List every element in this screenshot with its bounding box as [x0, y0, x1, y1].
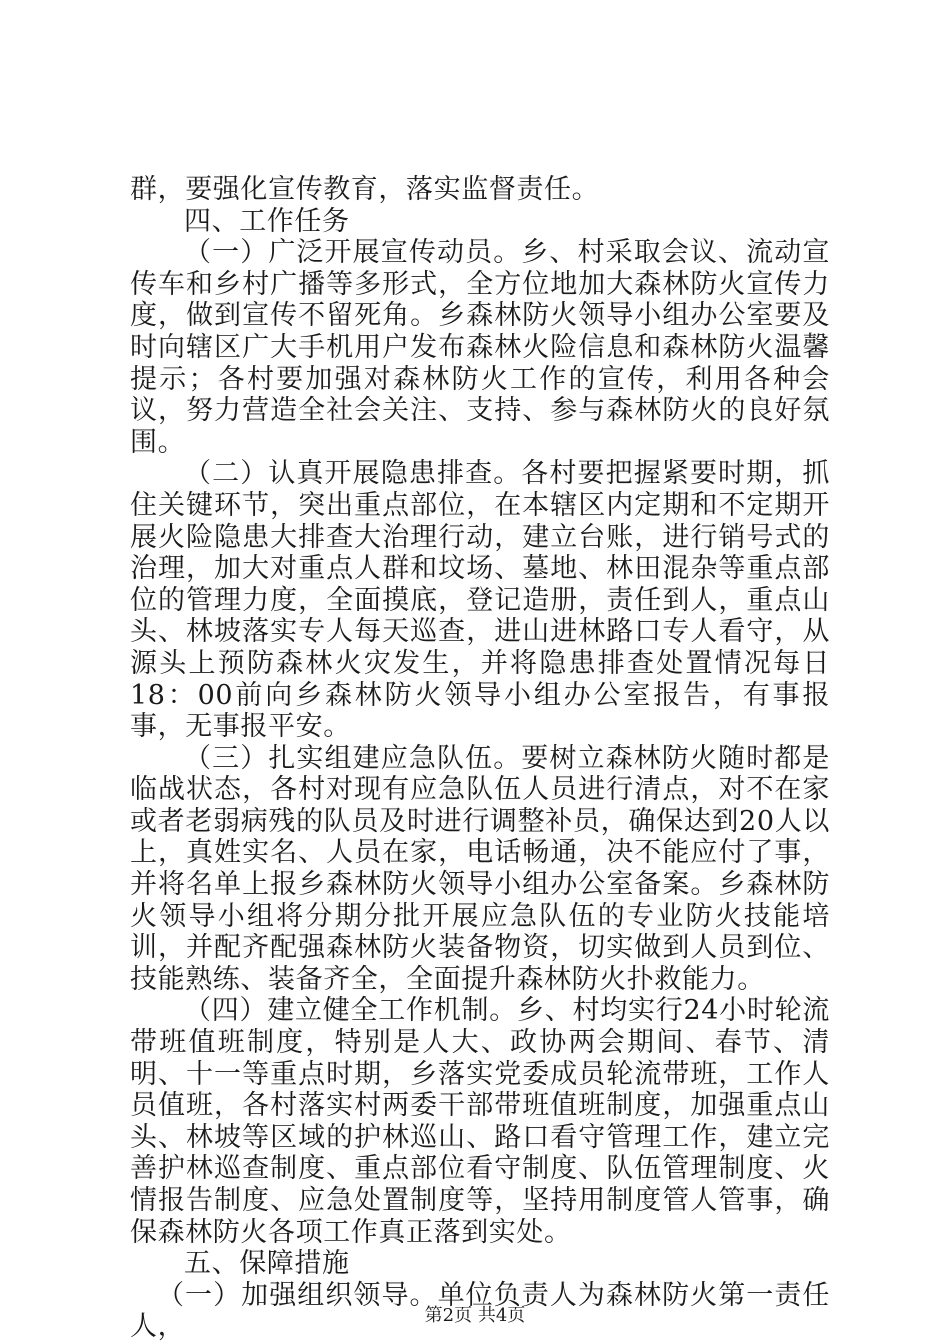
section-heading-safeguards: 五、保障措施 — [184, 1248, 350, 1280]
paragraph-publicity: （一）广泛开展宣传动员。乡、村采取会议、流动宣传车和乡村广播等多形式，全方位地加大森林防火宣传力度，做到宣传不留死角。乡森林防火领导小组办公室要及时向辖区广大手机用户发布森林火险信息和森林防火温馨提示；各村要加强对森林防火工作的宣传，利用各种会议，努力营造全社会关注、支持、参与森林防火的良好氛围。 — [130, 237, 830, 458]
section-heading-tasks: 四、工作任务 — [184, 205, 350, 237]
page-number-footer: 第2页 共4页 — [424, 1305, 526, 1326]
paragraph-leadership: （一）加强组织领导。单位负责人为森林防火第一责任人， — [130, 1279, 830, 1343]
paragraph-continuation: 群，要强化宣传教育，落实监督责任。 — [130, 174, 600, 205]
paragraph-hazard-check: （二）认真开展隐患排查。各村要把握紧要时期，抓住关键环节，突出重点部位，在本辖区内定期和不定期开展火险隐患大排查大治理行动，建立台账，进行销号式的治理，加大对重点人群和坟场、墓地、林田混杂等重点部位的管理力度，全面摸底，登记造册，责任到人，重点山头、林坡落实专人每天巡查，进山进林路口专人看守，从源头上预防森林火灾发生，并将隐患排查处置情况每日18：00前向乡森林防火领导小组办公室报告，有事报事，无事报平安。 — [130, 458, 830, 743]
document-body — [130, 174, 830, 1343]
paragraph-emergency-team: （三）扎实组建应急队伍。要树立森林防火随时都是临战状态，各村对现有应急队伍人员进行清点，对不在家或者老弱病残的队员及时进行调整补员，确保达到20人以上，真姓实名、人员在家，电话畅通，决不能应付了事，并将名单上报乡森林防火领导小组办公室备案。乡森林防火领导小组将分期分批开展应急队伍的专业防火技能培训，并配齐配强森林防火装备物资，切实做到人员到位、技能熟练、装备齐全，全面提升森林防火扑救能力。 — [130, 742, 830, 995]
paragraph-work-mechanism: （四）建立健全工作机制。乡、村均实行24小时轮流带班值班制度，特别是人大、政协两会期间、春节、清明、十一等重点时期，乡落实党委成员轮流带班，工作人员值班，各村落实村两委干部带班值班制度，加强重点山头、林坡等区域的护林巡山、路口看守管理工作，建立完善护林巡查制度、重点部位看守制度、队伍管理制度、火情报告制度、应急处置制度等，坚持用制度管人管事，确保森林防火各项工作真正落到实处。 — [130, 995, 830, 1248]
